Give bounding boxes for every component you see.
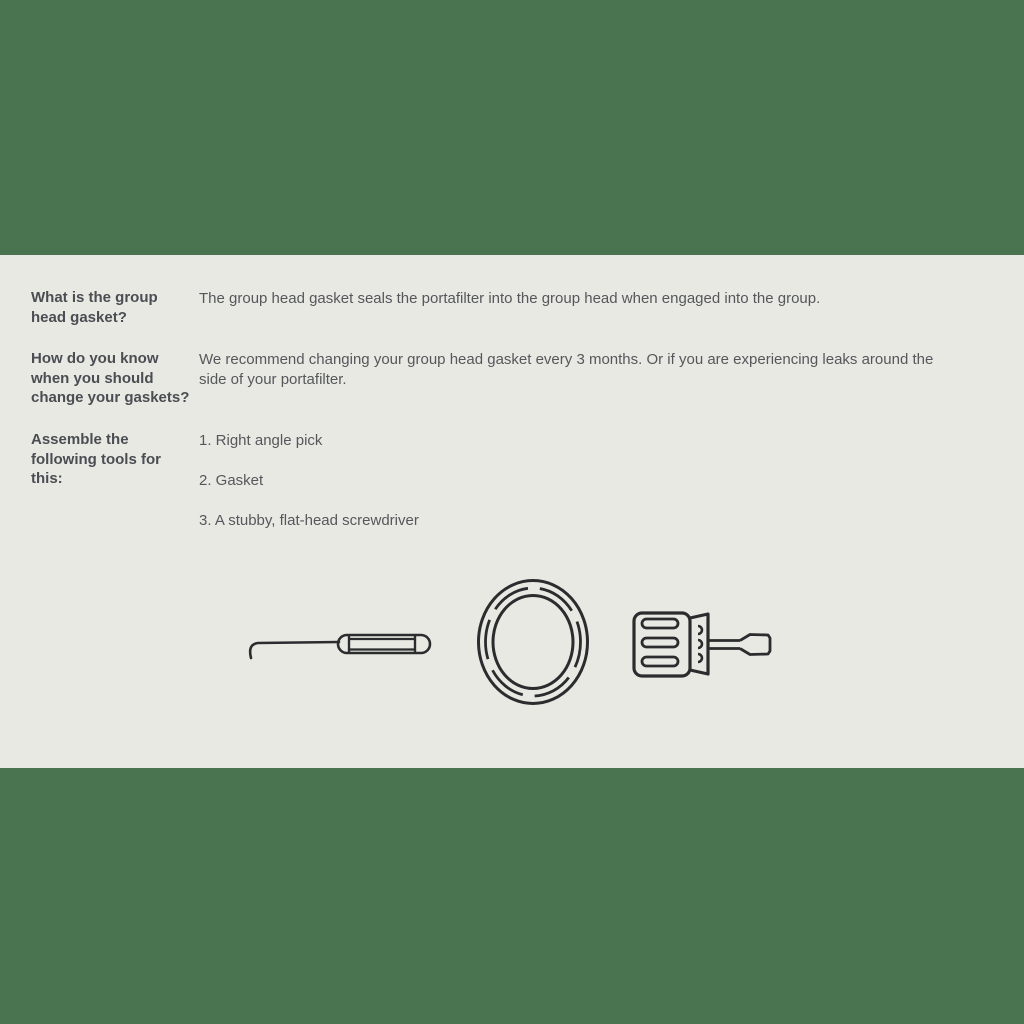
right-angle-pick-icon: [246, 612, 434, 664]
tool-list: [199, 431, 419, 551]
answer-line: We recommend changing your group head gasket every 3 months. Or if you are experiencing leaks around the: [199, 350, 934, 368]
answer-line: side of your portafilter.: [199, 370, 347, 388]
question-label: [31, 349, 199, 408]
question-label-line: this:: [31, 470, 63, 487]
answer-text: [199, 350, 933, 390]
question-label-line: head gasket?: [31, 308, 127, 326]
question-label-line: How do you know: [31, 350, 159, 367]
list-item: 1. Right angle pick: [199, 431, 323, 449]
content-panel: [0, 255, 1024, 768]
question-label-line: What is the group: [31, 289, 158, 306]
question-label: [31, 430, 199, 489]
answer-text: [199, 289, 820, 309]
list-item: 2. Gasket: [199, 471, 264, 489]
question-label: [31, 288, 199, 327]
question-label-line: following tools for: [31, 450, 161, 468]
question-label-line: Assemble the: [31, 431, 129, 448]
gasket-icon: [476, 578, 590, 706]
question-label-line: when you should: [31, 369, 154, 387]
answer-line: The group head gasket seals the portafilter into the group head when engaged into the group.: [199, 289, 821, 307]
list-item: 3. A stubby, flat-head screwdriver: [199, 511, 419, 529]
flat-head-screwdriver-icon: [632, 610, 772, 678]
question-label-line: change your gaskets?: [31, 389, 190, 406]
